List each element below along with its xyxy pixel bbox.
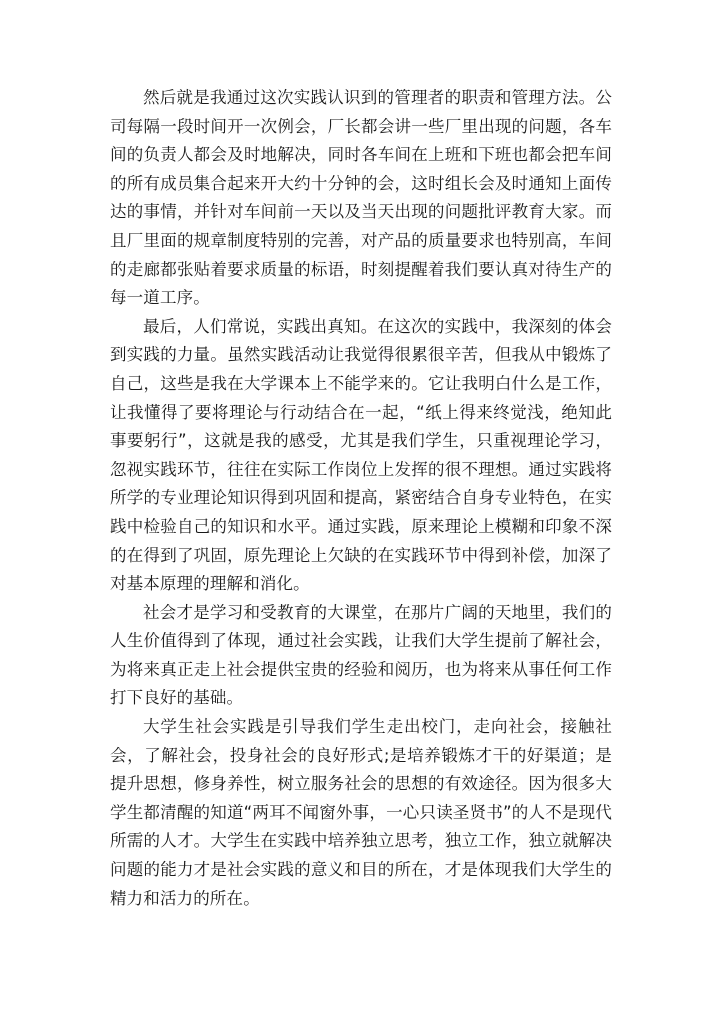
paragraph-society-classroom: 社会才是学习和受教育的大课堂，在那片广阔的天地里，我们的人生价值得到了体现，通过社会实践，让我们大学生提前了解社会，为将来真正走上社会提供宝贵的经验和阅历，也为将来从事任何工作打下良好的基础。 xyxy=(110,602,612,708)
paragraph-practice-knowledge: 最后，人们常说，实践出真知。在这次的实践中，我深刻的体会到实践的力量。虽然实践活动让我觉得很累很辛苦，但我从中锻炼了自己，这些是我在大学课本上不能学来的。它让我明白什么是工作，让我懂得了要将理论与行动结合在一起，“纸上得来终觉浅，绝知此事要躬行”，这就是我的感受，尤其是我们学生，只重视理论学习，忽视实践环节，往往在实际工作岗位上发挥的很不理想。通过实践将所学的专业理论知识得到巩固和提高，紧密结合自身专业特色，在实践中检验自己的知识和水平。通过实践，原来理论上模糊和印象不深的在得到了巩固，原先理论上欠缺的在实践环节中得到补偿，加深了对基本原理的理解和消化。 xyxy=(110,316,612,594)
document-body xyxy=(110,84,612,913)
paragraph-social-practice-value: 大学生社会实践是引导我们学生走出校门，走向社会，接触社会，了解社会，投身社会的良好形式;是培养锻炼才干的好渠道；是提升思想，修身养性，树立服务社会的思想的有效途径。因为很多大学生都清醒的知道“两耳不闻窗外事，一心只读圣贤书”的人不是现代所需的人才。大学生在实践中培养独立思考，独立工作，独立就解决问题的能力才是社会实践的意义和目的所在，才是体现我们大学生的精力和活力的所在。 xyxy=(110,717,612,908)
paragraph-management-methods: 然后就是我通过这次实践认识到的管理者的职责和管理方法。公司每隔一段时间开一次例会，厂长都会讲一些厂里出现的问题，各车间的负责人都会及时地解决，同时各车间在上班和下班也都会把车间的所有成员集合起来开大约十分钟的会，这时组长会及时通知上面传达的事情，并针对车间前一天以及当天出现的问题批评教育大家。而且厂里面的规章制度特别的完善，对产品的质量要求也特别高，车间的走廊都张贴着要求质量的标语，时刻提醒着我们要认真对待生产的每一道工序。 xyxy=(110,88,612,308)
